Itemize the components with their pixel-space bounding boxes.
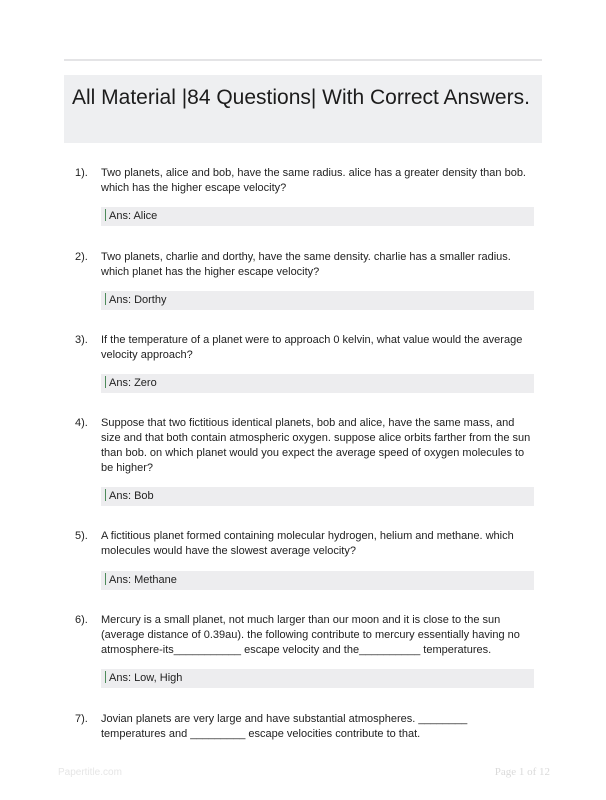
question-number: 4).: [75, 417, 88, 429]
question-number: 6).: [75, 614, 88, 626]
answer-box: [101, 207, 534, 226]
question-text: Two planets, charlie and dorthy, have the same density. charlie has a smaller radius. which planet has the higher escape velocity?: [101, 251, 511, 278]
answer-box: [101, 571, 534, 590]
title-banner: [64, 75, 542, 143]
answer-marker: [105, 671, 106, 683]
answer-box: [101, 291, 534, 310]
answer-marker: [105, 376, 106, 388]
answer-marker: [105, 209, 106, 221]
question-number: 5).: [75, 530, 88, 542]
question-text: A fictitious planet formed containing molecular hydrogen, helium and methane. which molecules would have the slowest average velocity?: [101, 530, 514, 557]
question-number: 1).: [75, 167, 88, 179]
top-divider: [64, 59, 542, 61]
question-text: Mercury is a small planet, not much larger than our moon and it is close to the sun (average distance of 0.39au). the following contribute to mercury essentially having no atmosphere-its___________ escape velocity and the__________ temperatures.: [101, 614, 520, 656]
question-number: 3).: [75, 334, 88, 346]
answer-text: Ans: Low, High: [109, 672, 183, 684]
question-text: Jovian planets are very large and have substantial atmospheres. ________ temperatures and _________ escape velocities contribute to that.: [101, 713, 468, 740]
page-indicator: Page 1 of 12: [494, 766, 550, 778]
answer-marker: [105, 489, 106, 501]
answer-text: Ans: Bob: [109, 490, 154, 502]
document-title: All Material |84 Questions| With Correct Answers.: [72, 86, 530, 109]
question-text: Suppose that two fictitious identical planets, bob and alice, have the same mass, and size and that both contain atmospheric oxygen. suppose alice orbits farther from the sun than bob. on which planet would you expect the average speed of oxygen molecules to be higher?: [101, 417, 531, 474]
answer-marker: [105, 293, 106, 305]
question-number: 7).: [75, 713, 88, 725]
answer-text: Ans: Dorthy: [109, 294, 167, 306]
answer-text: Ans: Methane: [109, 574, 177, 586]
question-text: Two planets, alice and bob, have the same radius. alice has a greater density than bob. which has the higher escape velocity?: [101, 167, 526, 194]
answer-box: [101, 374, 534, 393]
answer-box: [101, 669, 534, 688]
watermark-site: Papertitle.com: [58, 767, 122, 778]
answer-box: [101, 487, 534, 506]
question-text: If the temperature of a planet were to approach 0 kelvin, what value would the average velocity approach?: [101, 334, 523, 361]
answer-marker: [105, 573, 106, 585]
answer-text: Ans: Zero: [109, 377, 157, 389]
question-number: 2).: [75, 251, 88, 263]
answer-text: Ans: Alice: [109, 210, 158, 222]
